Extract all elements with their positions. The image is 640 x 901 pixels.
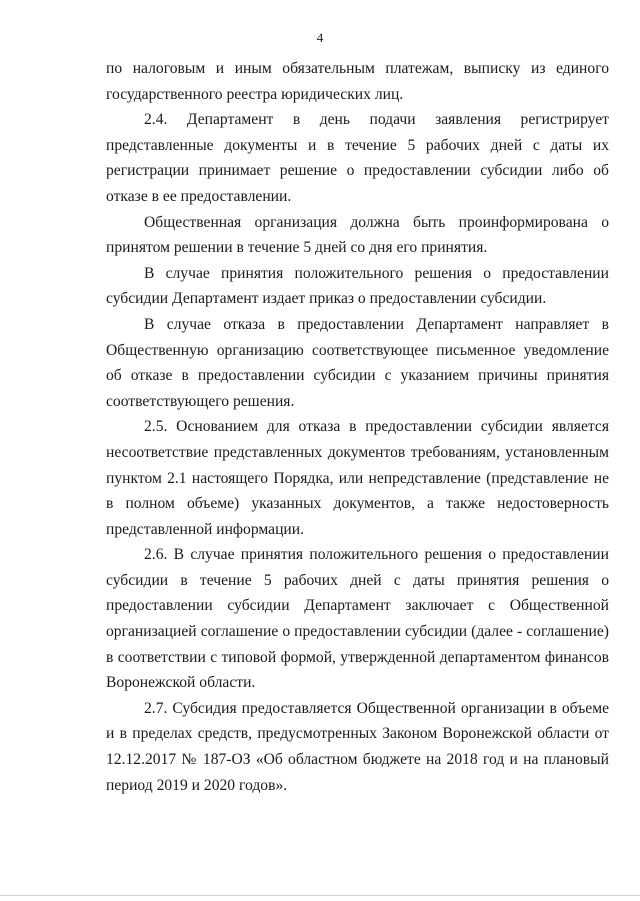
paragraph-notification: Общественная организация должна быть проинформирована о принятом решении в течение 5 дней со дня его принятия. <box>106 213 609 257</box>
page-number: 4 <box>316 30 324 45</box>
paragraph-2-7: 2.7. Субсидия предоставляется Общественной организации в объеме и в пределах средств, предусмотренных Законом Воронежской области от 12.12.2017 № 187-ОЗ «Об областном бюджете на 2018 год и на плановый период 2019 и 2020 годов». <box>106 699 609 794</box>
document-body <box>106 56 609 798</box>
paragraph-2-4: 2.4. Департамент в день подачи заявления регистрирует представленные документы и в течение 5 рабочих дней с даты их регистрации принимает решение о предоставлении субсидии либо об отказе в ее предоставлении. <box>106 111 609 205</box>
paragraph-2-5: 2.5. Основанием для отказа в предоставлении субсидии является несоответствие представленных документов требованиям, установленным пунктом 2.1 настоящего Порядка, или непредставление (представление не в полном объеме) указанных документов, а также недостоверность представленной информации. <box>106 418 609 538</box>
scan-bottom-edge <box>0 895 640 896</box>
paragraph-2-6: 2.6. В случае принятия положительного решения о предоставлении субсидии в течение 5 рабочих дней с даты принятия решения о предоставлении субсидии Департамент заключает с Общественной организацией соглашение о предоставлении субсидии (далее - соглашение) в соответствии с типовой формой, утвержденной департаментом финансов Воронежской области. <box>106 546 609 692</box>
paragraph-positive-decision: В случае принятия положительного решения о предоставлении субсидии Департамент издает приказ о предоставлении субсидии. <box>106 264 609 308</box>
paragraph-continuation: по налоговым и иным обязательным платежам, выписку из единого государственного реестра юридических лиц. <box>106 60 609 103</box>
paragraph-refusal: В случае отказа в предоставлении Департамент направляет в Общественную организацию соответствующее письменное уведомление об отказе в предоставлении субсидии с указанием причины принятия соответствующего решения. <box>106 315 609 410</box>
